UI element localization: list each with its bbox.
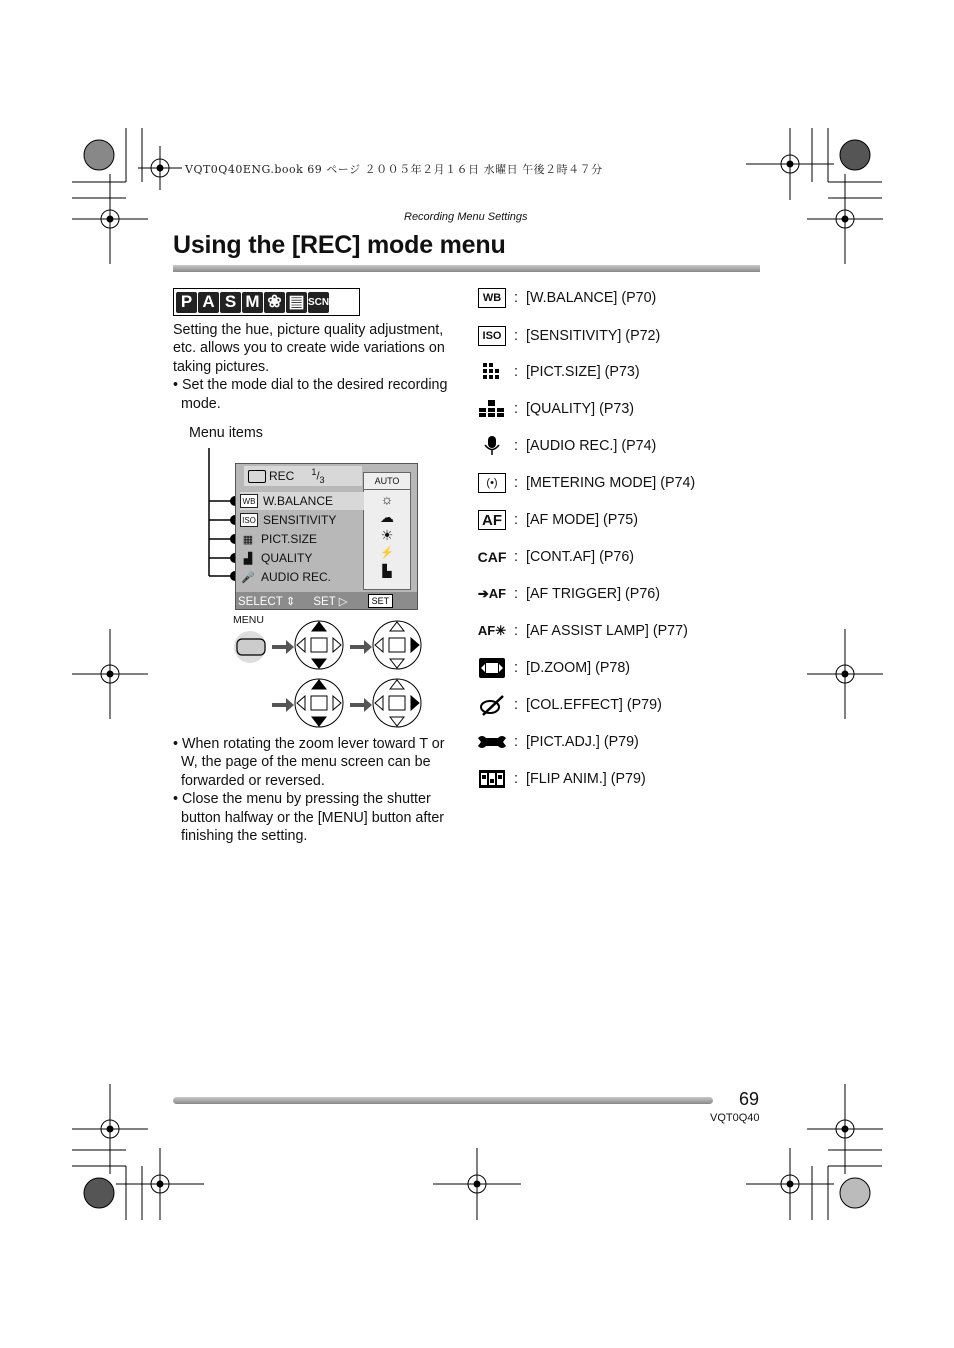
- quality-icon: [478, 399, 506, 419]
- list-item: : [AUDIO REC.] (P74): [478, 434, 656, 458]
- list-item: : [QUALITY] (P73): [478, 397, 634, 421]
- bullet-zoom-lever: • When rotating the zoom lever toward T or W, the page of the menu screen can be forwarded or reversed.: [173, 736, 445, 789]
- digital-zoom-icon: [478, 658, 506, 678]
- lcd-row: 🎤 AUDIO REC.: [241, 570, 332, 584]
- mode-icons: [173, 288, 360, 316]
- footer-rule: [173, 1097, 713, 1104]
- lcd-row: WB W.BALANCE: [240, 492, 364, 510]
- lcd-page-indicator: $^1/_3$: [311, 467, 325, 485]
- lcd-row: ISO SENSITIVITY: [240, 511, 364, 529]
- list-item: : [D.ZOOM] (P78): [478, 656, 630, 680]
- navigation-diagram: [230, 618, 430, 730]
- bullet-mode-dial: • Set the mode dial to the desired recording mode.: [173, 377, 448, 412]
- microphone-icon: 🎤: [241, 571, 255, 584]
- right-arrow-icon: ▷: [338, 595, 348, 608]
- mode-s-icon: S: [220, 292, 241, 313]
- sunny-icon: ☼: [380, 491, 394, 507]
- mode-p-icon: P: [176, 292, 197, 313]
- wb-icon: WB: [478, 288, 506, 308]
- flash-wb-icon: ⚡: [380, 547, 394, 559]
- list-item: ISO : [SENSITIVITY] (P72): [478, 324, 660, 348]
- section-label: Recording Menu Settings: [404, 211, 528, 223]
- notes-block: [173, 735, 458, 845]
- list-item: : [PICT.ADJ.] (P79): [478, 730, 639, 754]
- list-item: AF : [AF MODE] (P75): [478, 508, 638, 532]
- lcd-row: ▟ QUALITY: [240, 549, 364, 567]
- page-title: Using the [REC] mode menu: [173, 231, 506, 259]
- menu-items-label: Menu items: [189, 425, 263, 441]
- list-item: : [FLIP ANIM.] (P79): [478, 767, 646, 791]
- iso-icon: ISO: [240, 513, 258, 527]
- intro-block: [173, 321, 458, 413]
- bullet-close-menu: • Close the menu by pressing the shutter button halfway or the [MENU] button after finishing the setting.: [173, 791, 445, 845]
- list-item: ➔AF : [AF TRIGGER] (P76): [477, 586, 660, 602]
- mode-a-icon: A: [198, 292, 219, 313]
- metering-icon: (•): [478, 473, 506, 493]
- lcd-row: ▦ PICT.SIZE: [240, 530, 364, 548]
- lcd-header-label: REC: [269, 469, 295, 483]
- lcd-auto-label: AUTO: [364, 473, 410, 490]
- lcd-set-label: SET ▷: [313, 595, 348, 608]
- mode-movie-icon: ▤: [286, 292, 307, 313]
- lcd-set-button: SET: [368, 594, 394, 608]
- cont-af-icon: CAF: [477, 549, 507, 565]
- menu-button-label: MENU: [233, 614, 264, 626]
- list-item: (•) : [METERING MODE] (P74): [478, 471, 695, 495]
- af-mode-icon: AF: [478, 510, 506, 530]
- lcd-menu-screen: [235, 463, 418, 610]
- cloudy-icon: ☁: [380, 509, 394, 525]
- flip-anim-icon: [478, 769, 506, 789]
- pict-size-icon: ▦: [242, 533, 254, 546]
- list-item: : [PICT.SIZE] (P73): [478, 360, 640, 384]
- up-down-arrow-icon: ⇕: [285, 595, 296, 608]
- wrench-icon: [478, 732, 506, 752]
- white-set-icon: ▙: [382, 564, 392, 578]
- lcd-header: [244, 466, 362, 486]
- lcd-select-label: SELECT ⇕: [238, 595, 296, 608]
- page-number: 69: [739, 1089, 760, 1109]
- microphone-icon: [478, 436, 506, 456]
- color-effect-icon: [478, 695, 506, 715]
- print-header: VQT0Q40ENG.book 69 ページ ２００５年２月１６日 水曜日 午後２時４７分: [185, 163, 603, 176]
- af-trigger-icon: ➔AF: [477, 586, 507, 601]
- list-item: CAF : [CONT.AF] (P76): [477, 549, 635, 565]
- lcd-footer: [236, 592, 417, 609]
- list-item: AF✳ : [AF ASSIST LAMP] (P77): [477, 623, 688, 639]
- list-item: WB : [W.BALANCE] (P70): [478, 286, 656, 310]
- mode-macro-icon: ❀: [264, 292, 285, 313]
- iso-icon: ISO: [478, 326, 506, 346]
- document-code: VQT0Q40: [710, 1112, 760, 1124]
- list-item: : [COL.EFFECT] (P79): [478, 693, 662, 717]
- lcd-submenu-panel: [363, 472, 411, 590]
- af-assist-lamp-icon: AF✳: [477, 623, 507, 638]
- wb-icon: WB: [240, 494, 258, 508]
- camera-icon: [248, 470, 266, 483]
- title-underline: [173, 265, 760, 272]
- mode-m-icon: M: [242, 292, 263, 313]
- pict-size-icon: [478, 362, 506, 382]
- quality-icon: ▟: [243, 552, 253, 565]
- mode-scn-icon: SCN: [308, 292, 329, 313]
- halogen-icon: ☀: [380, 527, 394, 543]
- intro-text: Setting the hue, picture quality adjustment, etc. allows you to create wide variations on taking pictures.: [173, 322, 445, 375]
